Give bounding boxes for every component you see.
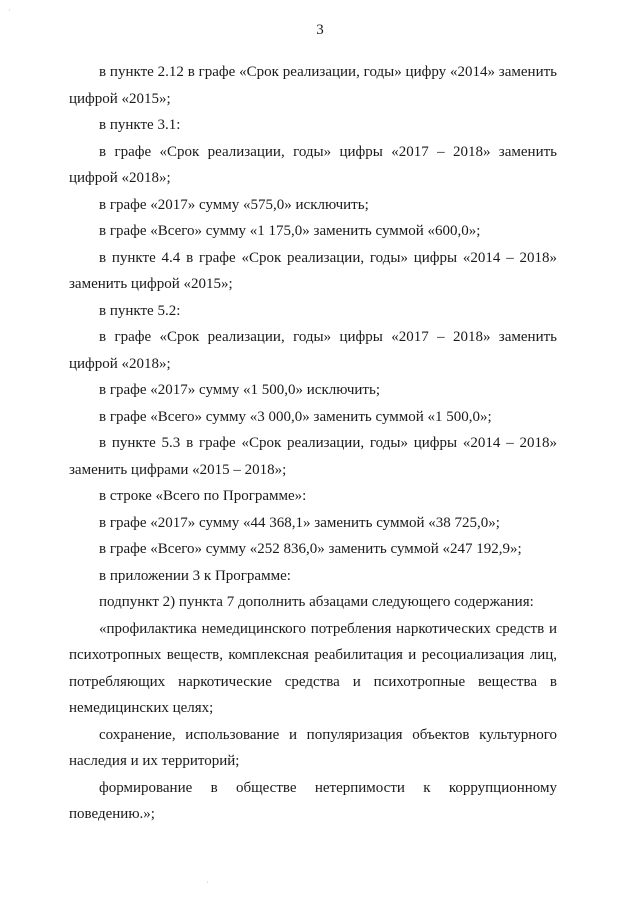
paragraph: в графе «Срок реализации, годы» цифры «2017 – 2018» заменить цифрой «2018»; — [69, 143, 557, 186]
page-number: 3 — [316, 22, 324, 38]
paragraph: сохранение, использование и популяризация объектов культурного наследия и их территорий; — [69, 726, 557, 769]
paragraph: формирование в обществе нетерпимости к коррупционному поведению.»; — [69, 779, 557, 822]
paragraph: в графе «Всего» сумму «3 000,0» заменить суммой «1 500,0»; — [99, 408, 492, 425]
paragraph: в графе «2017» сумму «1 500,0» исключить; — [99, 382, 380, 398]
paragraph: в пункте 5.3 в графе «Срок реализации, годы» цифры «2014 – 2018» заменить цифрами «2015 – 2018»; — [69, 435, 557, 478]
paragraph: в графе «Всего» сумму «252 836,0» заменить суммой «247 192,9»; — [99, 541, 522, 557]
paragraph: в графе «2017» сумму «575,0» исключить; — [99, 196, 369, 213]
paragraph: подпункт 2) пункта 7 дополнить абзацами следующего содержания: — [99, 594, 534, 610]
paragraph: в пункте 4.4 в графе «Срок реализации, годы» цифры «2014 – 2018» заменить цифрой «2015»; — [69, 249, 557, 292]
paragraph: в пункте 5.2: — [99, 302, 181, 319]
scan-mark: · — [206, 878, 209, 887]
paragraph: «профилактика немедицинского потребления наркотических средств и психотропных веществ, комплексная реабилитация и ресоциализация лиц, потребляющих наркотические средства и психотропные вещества в немедицинских целях; — [69, 620, 557, 716]
paragraph: в пункте 3.1: — [99, 117, 181, 133]
paragraph: в графе «2017» сумму «44 368,1» заменить суммой «38 725,0»; — [99, 514, 500, 531]
paragraph: в графе «Срок реализации, годы» цифры «2017 – 2018» заменить цифрой «2018»; — [69, 329, 557, 372]
paragraph: в приложении 3 к Программе: — [99, 567, 291, 584]
document-body — [69, 59, 557, 828]
paragraph: в строке «Всего по Программе»: — [99, 488, 307, 504]
scan-mark: · — [8, 6, 11, 15]
paragraph: в пункте 2.12 в графе «Срок реализации, годы» цифру «2014» заменить цифрой «2015»; — [69, 64, 557, 107]
paragraph: в графе «Всего» сумму «1 175,0» заменить суммой «600,0»; — [99, 223, 481, 239]
